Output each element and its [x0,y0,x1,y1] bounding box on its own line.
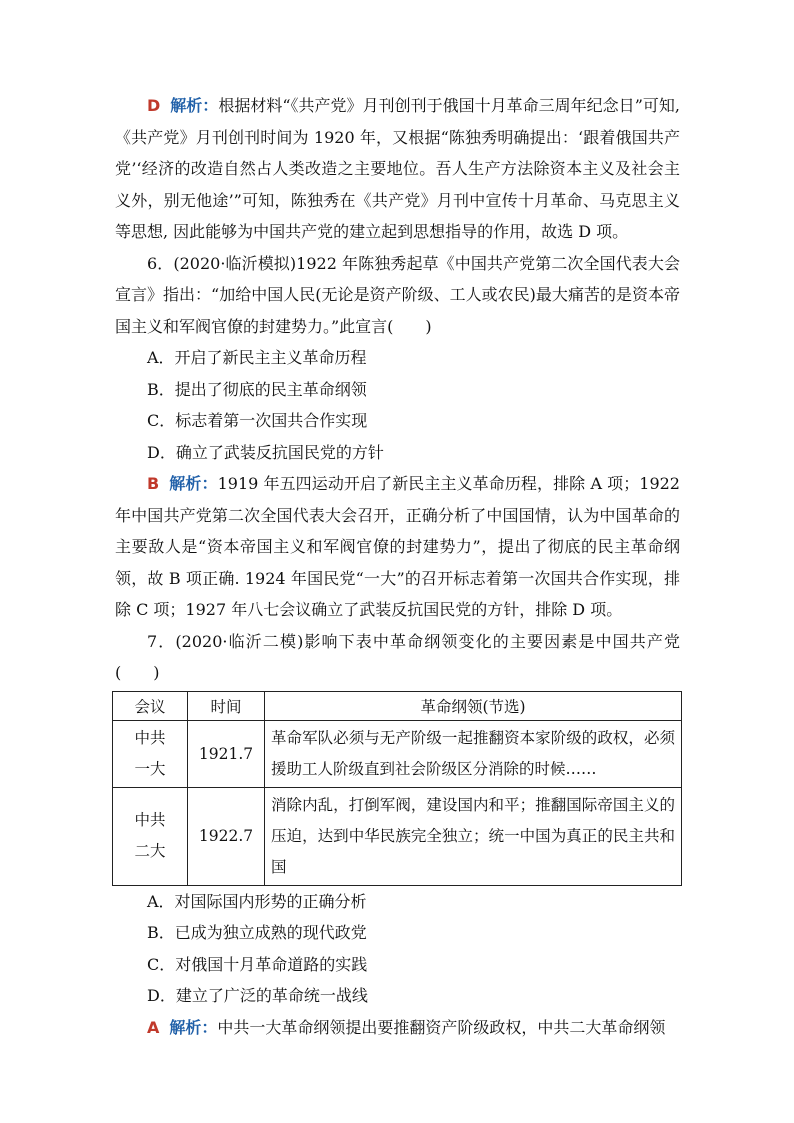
table-header-meeting: 会议 [113,691,188,720]
explanation-text: 中共一大革命纲领提出要推翻资产阶级政权，中共二大革命纲领 [217,1017,666,1037]
q7-option-c: C．对俄国十月革命道路的实践 [147,954,368,974]
table-row [113,720,682,787]
table-header-time: 时间 [188,691,265,720]
program-cell: 消除内乱，打倒军阀，建设国内和平；推翻国际帝国主义的压迫，达到中华民族完全独立；统一中国为真正的民主共和国 [265,787,682,885]
explanation-text: 根据材料“《共产党》月刊创刊于俄国十月革命三周年纪念日”可知,《共产党》月刊创刊时间为 1920 年，又根据“陈独秀明确提出：‘跟着俄国共产党’‘经济的改造自然占人类改造之主要地位。吾人生产方法除资本主义及社会主义外，别无他途’”可知，陈独秀在《共产党》月刊中宣传十月革命、马克思主义等思想, 因此能够为中国共产党的建立起到思想指导的作用，故选 D 项。 [115,96,680,241]
explanation-label: 解析： [169,474,218,493]
q6-option-c: C．标志着第一次国共合作实现 [147,411,368,430]
answer-letter: D [147,96,161,115]
q7-option-a: A．对国际国内形势的正确分析 [147,891,367,911]
q6-option-a: A．开启了新民主主义革命历程 [147,348,367,367]
q7-stem: 7．(2020·临沂二模)影响下表中革命纲领变化的主要因素是中国共产党( ) [115,631,680,682]
program-cell: 革命军队必须与无产阶级一起推翻资本家阶级的政权，必须援助工人阶级直到社会阶级区分消除的时候…… [265,720,682,787]
answer-letter: A [147,1017,160,1037]
table-row [113,787,682,885]
explanation-text: 1919 年五四运动开启了新民主主义革命历程，排除 A 项；1922 年中国共产党第二次全国代表大会召开，正确分析了中国国情，认为中国革命的主要敌人是“资本帝国主义和军阀官僚的封建势力”，提出了彻底的民主革命纲领，故 B 项正确. 1924 年国民党“一大”的召开标志着第一次国共合作实现，排除 C 项；1927 年八七会议确立了武装反抗国民党的方针，排除 D 项。 [115,474,680,619]
answer-letter: B [147,474,160,493]
meeting-line1: 中共 [134,811,166,829]
meeting-cell [113,720,188,787]
q6-option-d: D．确立了武装反抗国民党的方针 [147,442,384,462]
meeting-line2: 一大 [134,759,166,778]
time-cell: 1921.7 [188,720,265,787]
meeting-line2: 二大 [134,842,166,860]
explanation-label: 解析： [170,96,219,115]
meeting-cell [113,787,188,885]
program-table [112,691,682,886]
time-cell: 1922.7 [188,787,265,885]
q6-explanation [115,468,680,626]
meeting-line1: 中共 [134,728,166,747]
document-page [115,90,680,1043]
q6-option-b: B．提出了彻底的民主革命纲领 [147,379,367,399]
table-header-row [113,691,682,720]
q7-explanation [115,1012,680,1044]
q6-stem: 6．(2020·临沂模拟)1922 年陈独秀起草《中国共产党第二次全国代表大会宣言》指出：“加给中国人民(无论是资产阶级、工人或农民)最大痛苦的是资本帝国主义和军阀官僚的封建势力。”此宣言( ) [115,253,680,336]
explanation-label: 解析： [169,1017,218,1037]
q5-explanation [115,90,680,248]
q7-option-d: D．建立了广泛的革命统一战线 [147,986,368,1005]
q7-option-b: B．已成为独立成熟的现代政党 [147,923,367,942]
table-header-program: 革命纲领(节选) [265,691,682,720]
